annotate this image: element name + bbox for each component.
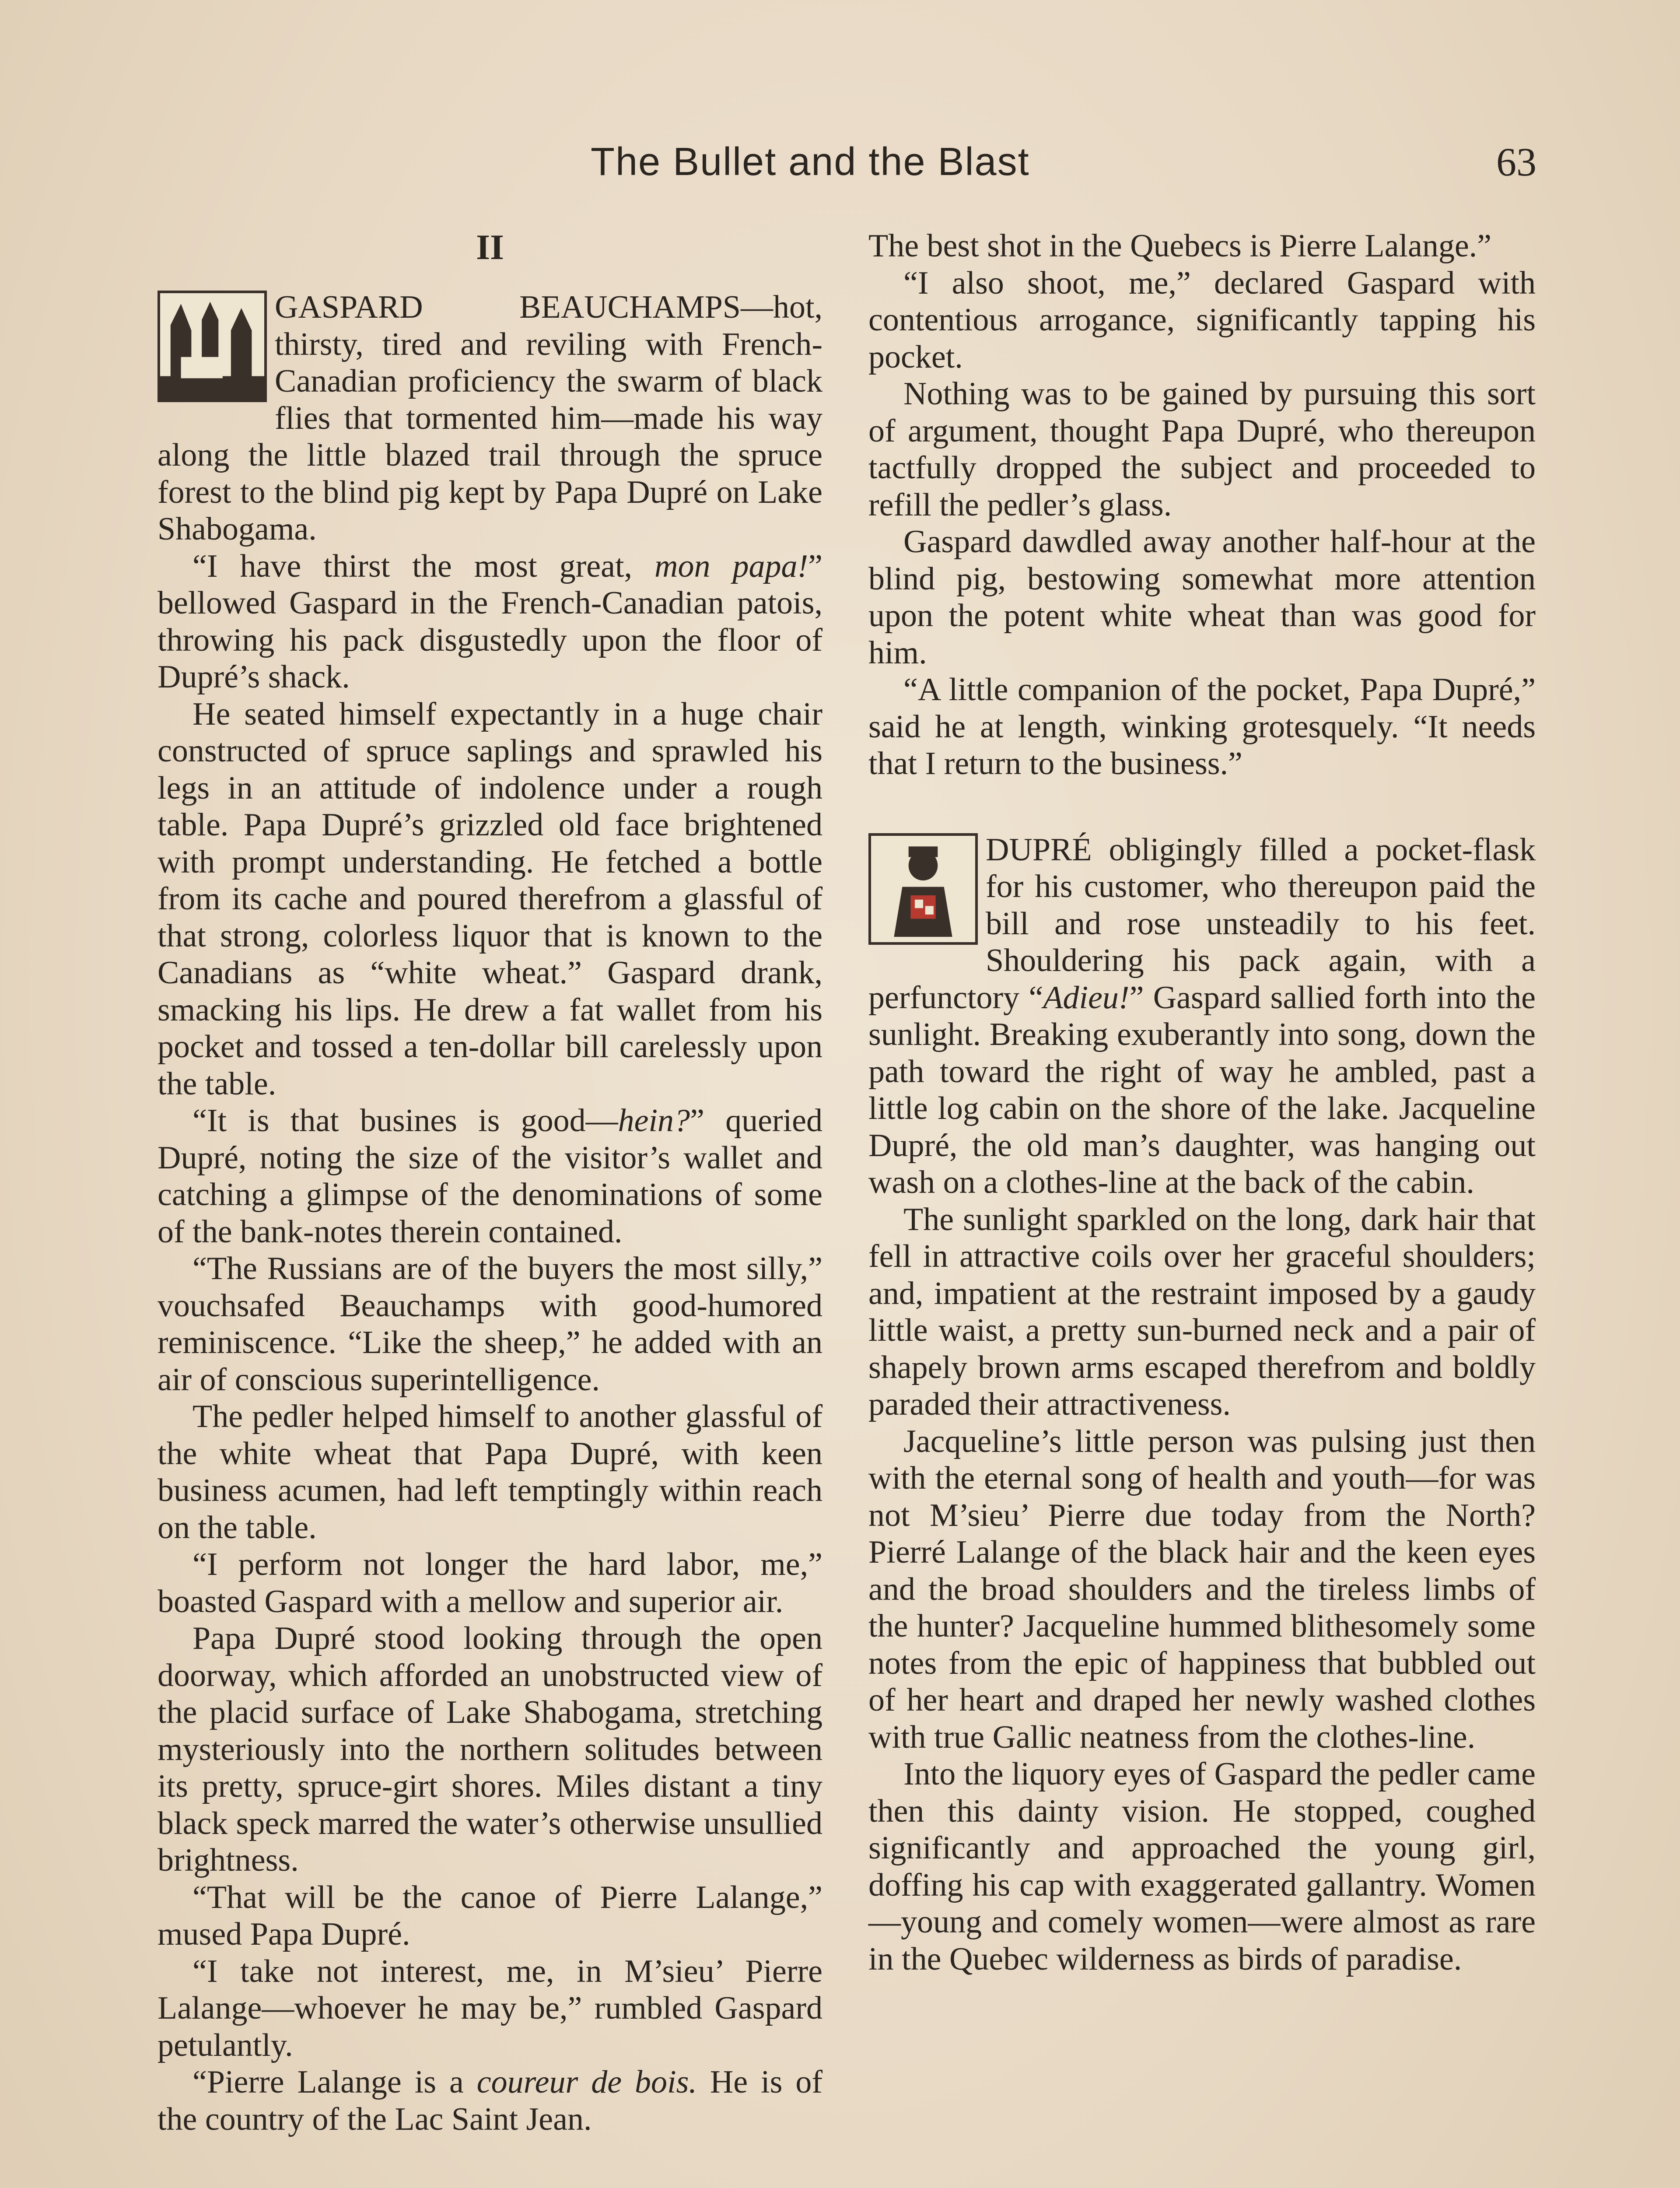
forest-dropcap-icon	[158, 291, 267, 402]
page-number: 63	[1496, 140, 1536, 184]
right-column	[868, 228, 1536, 1978]
paragraph: The pedler helped himself to another glassful of the white wheat that Papa Dupré, with keen business acumen, had left temptingly within reach on the table.	[158, 1399, 822, 1546]
paragraph: The sunlight sparkled on the long, dark hair that fell in attractive coils over her graceful shoulders; and, impatient at the restraint imposed by a gaudy little waist, a pretty sun-burned neck and a pair of shapely brown arms escaped therefrom and boldly paraded their attractiveness.	[868, 1201, 1536, 1422]
section-number: II	[476, 227, 504, 267]
paragraph: Papa Dupré stood looking through the open doorway, which afforded an unobstructed view of the placid surface of Lake Shabogama, stretching mysteriously into the northern solitudes between its pretty, spruce-girt shores. Miles distant a tiny black speck marred the water’s otherwise unsullied brightness.	[158, 1620, 822, 1878]
running-title: The Bullet and the Blast	[591, 140, 1030, 184]
paragraph: “The Russians are of the buyers the most silly,” vouchsafed Beauchamps with good-humored reminiscence. “Like the sheep,” he added with an air of conscious superintelligence.	[158, 1251, 822, 1398]
paragraph: “I take not interest, me, in M’sieu’ Pierre Lalange—whoever he may be,” rumbled Gaspard petulantly.	[158, 1953, 822, 2063]
paragraph: “That will be the canoe of Pierre Lalange,” mused Papa Dupré.	[158, 1879, 822, 1952]
paragraph: Nothing was to be gained by pursuing this sort of argument, thought Papa Dupré, who thereupon tactfully dropped the subject and proceeded to refill the pedler’s glass.	[868, 376, 1536, 523]
paragraph: He seated himself expectantly in a huge chair constructed of spruce saplings and sprawled his legs in an attitude of indolence under a rough table. Papa Dupré’s grizzled old face brightened with prompt understanding. He fetched a bottle from its cache and poured therefrom a glassful of that strong, colorless liquor that is known to the Canadians as “white wheat.” Gaspard drank, smacking his lips. He drew a fat wallet from his pocket and tossed a ten-dollar bill carelessly upon the table.	[158, 696, 822, 1102]
opening-paragraph: GASPARD BEAUCHAMPS—hot, thirsty, tired and reviling with French-Canadian proficiency the swarm of black flies that tormented him—made his way along the little blazed trail through the spruce forest to the blind pig kept by Papa Dupré on Lake Shabogama.	[158, 289, 822, 547]
paragraph: “A little companion of the pocket, Papa Dupré,” said he at length, winking grotesquely. “It needs that I return to the business.”	[868, 672, 1536, 782]
paragraph: The best shot in the Quebecs is Pierre Lalange.”	[868, 228, 1492, 264]
left-column	[158, 228, 822, 2138]
page-header	[0, 131, 1680, 193]
paragraph: Into the liquory eyes of Gaspard the pedler came then this dainty vision. He stopped, coughed significantly and approached the young girl, doffing his cap with exaggerated gallantry. Women—young and comely women—were almost as rare in the Quebec wilderness as birds of paradise.	[868, 1756, 1536, 1977]
paragraph: Gaspard dawdled away another half-hour at the blind pig, bestowing somewhat more attention upon the potent white wheat than was good for him.	[868, 524, 1536, 671]
paragraph: “Pierre Lalange is a coureur de bois. He is of the country of the Lac Saint Jean.	[158, 2064, 822, 2137]
paragraph: “I have thirst the most great, mon papa!” bellowed Gaspard in the French-Canadian patois, throwing his pack disgustedly upon the floor of Dupré’s shack.	[158, 548, 822, 695]
old-man-dropcap-icon	[868, 833, 978, 945]
paragraph: Jacqueline’s little person was pulsing just then with the eternal song of health and youth—for was not M’sieu’ Pierre due today from the North? Pierré Lalange of the black hair and the keen eyes and the broad shoulders and the tireless limbs of the hunter? Jacqueline hummed blithesomely some notes from the epic of happiness that bubbled out of her heart and draped her newly washed clothes with true Gallic neatness from the clothes-line.	[868, 1423, 1536, 1755]
paragraph: “It is that busines is good—hein?” queried Dupré, noting the size of the visitor’s wallet and catching a glimpse of the denominations of some of the bank-notes therein contained.	[158, 1103, 822, 1250]
paragraph: “I also shoot, me,” declared Gaspard with contentious arrogance, significantly tapping his pocket.	[868, 265, 1536, 375]
section-break	[868, 782, 1536, 831]
dropcap-paragraph: DUPRÉ obligingly filled a pocket-flask for his customer, who thereupon paid the bill and rose unsteadily to his feet. Shouldering his pack again, with a perfunctory “Adieu!” Gaspard sallied forth into the sunlight. Breaking exuberantly into song, down the path toward the right of way he ambled, past a little log cabin on the shore of the lake. Jacqueline Dupré, the old man’s daughter, was hanging out wash on a clothes-line at the back of the cabin.	[868, 831, 1536, 1200]
paragraph: “I perform not longer the hard labor, me,” boasted Gaspard with a mellow and superior air.	[158, 1546, 822, 1620]
